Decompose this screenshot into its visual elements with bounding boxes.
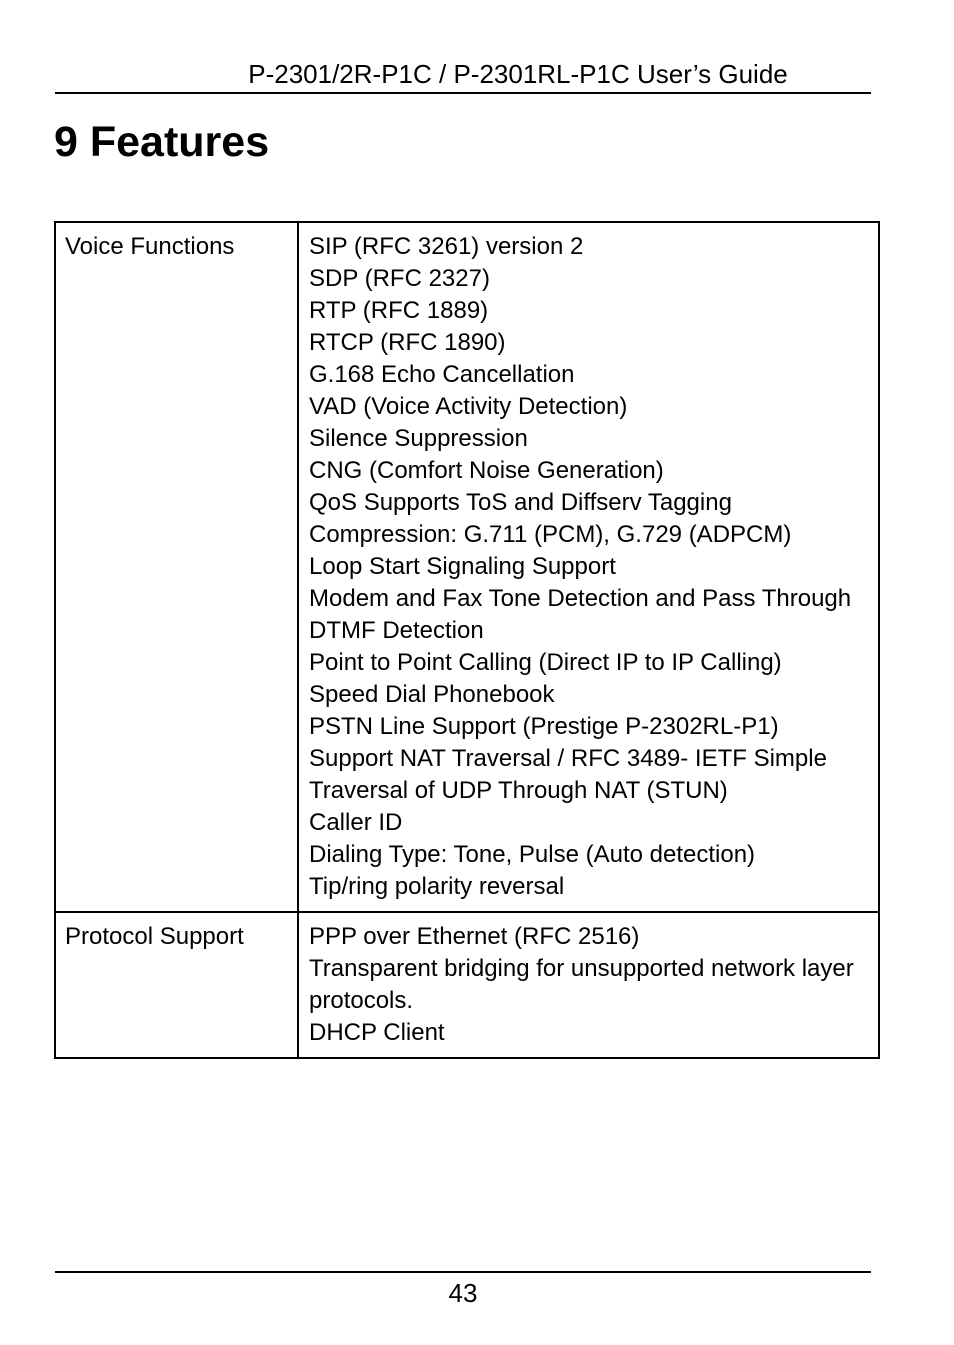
feature-item: Tip/ring polarity reversal bbox=[309, 873, 565, 900]
page-footer bbox=[55, 1271, 871, 1311]
feature-item: Modem and Fax Tone Detection and Pass Through bbox=[309, 585, 852, 612]
feature-item: PPP over Ethernet (RFC 2516) bbox=[309, 923, 640, 950]
page-number: 43 bbox=[448, 1278, 478, 1308]
feature-item: RTP (RFC 1889) bbox=[309, 297, 489, 324]
feature-item: SIP (RFC 3261) version 2 bbox=[309, 233, 584, 260]
feature-list-protocol-support bbox=[298, 912, 879, 1058]
feature-item: DTMF Detection bbox=[309, 617, 484, 644]
table-row-voice-functions bbox=[55, 222, 879, 912]
feature-item: Loop Start Signaling Support bbox=[309, 553, 616, 580]
feature-item: Caller ID bbox=[309, 809, 403, 836]
feature-item: PSTN Line Support (Prestige P-2302RL-P1) bbox=[309, 713, 779, 740]
feature-item: CNG (Comfort Noise Generation) bbox=[309, 457, 664, 484]
feature-item: VAD (Voice Activity Detection) bbox=[309, 393, 628, 420]
feature-list-voice-functions bbox=[298, 222, 879, 912]
chapter-title: 9 Features bbox=[54, 118, 270, 166]
feature-item: Compression: G.711 (PCM), G.729 (ADPCM) bbox=[309, 521, 792, 548]
feature-item: G.168 Echo Cancellation bbox=[309, 361, 575, 388]
table-row-protocol-support bbox=[55, 912, 879, 1058]
features-table bbox=[54, 221, 880, 1059]
row-label-protocol-support: Protocol Support bbox=[55, 912, 298, 1058]
feature-item: Speed Dial Phonebook bbox=[309, 681, 555, 708]
document-title: P-2301/2R-P1C / P-2301RL-P1C User’s Guide bbox=[248, 59, 788, 89]
feature-item: Support NAT Traversal / RFC 3489- IETF Simple Traversal of UDP Through NAT (STUN) bbox=[309, 745, 827, 804]
feature-item: DHCP Client bbox=[309, 1019, 445, 1046]
feature-item: QoS Supports ToS and Diffserv Tagging bbox=[309, 489, 732, 516]
feature-item: Silence Suppression bbox=[309, 425, 528, 452]
page-header bbox=[55, 56, 871, 94]
row-label-voice-functions: Voice Functions bbox=[55, 222, 298, 912]
feature-item: RTCP (RFC 1890) bbox=[309, 329, 506, 356]
feature-item: Dialing Type: Tone, Pulse (Auto detection) bbox=[309, 841, 756, 868]
feature-item: Point to Point Calling (Direct IP to IP Calling) bbox=[309, 649, 782, 676]
feature-item: Transparent bridging for unsupported network layer protocols. bbox=[309, 955, 854, 1014]
feature-item: SDP (RFC 2327) bbox=[309, 265, 490, 292]
